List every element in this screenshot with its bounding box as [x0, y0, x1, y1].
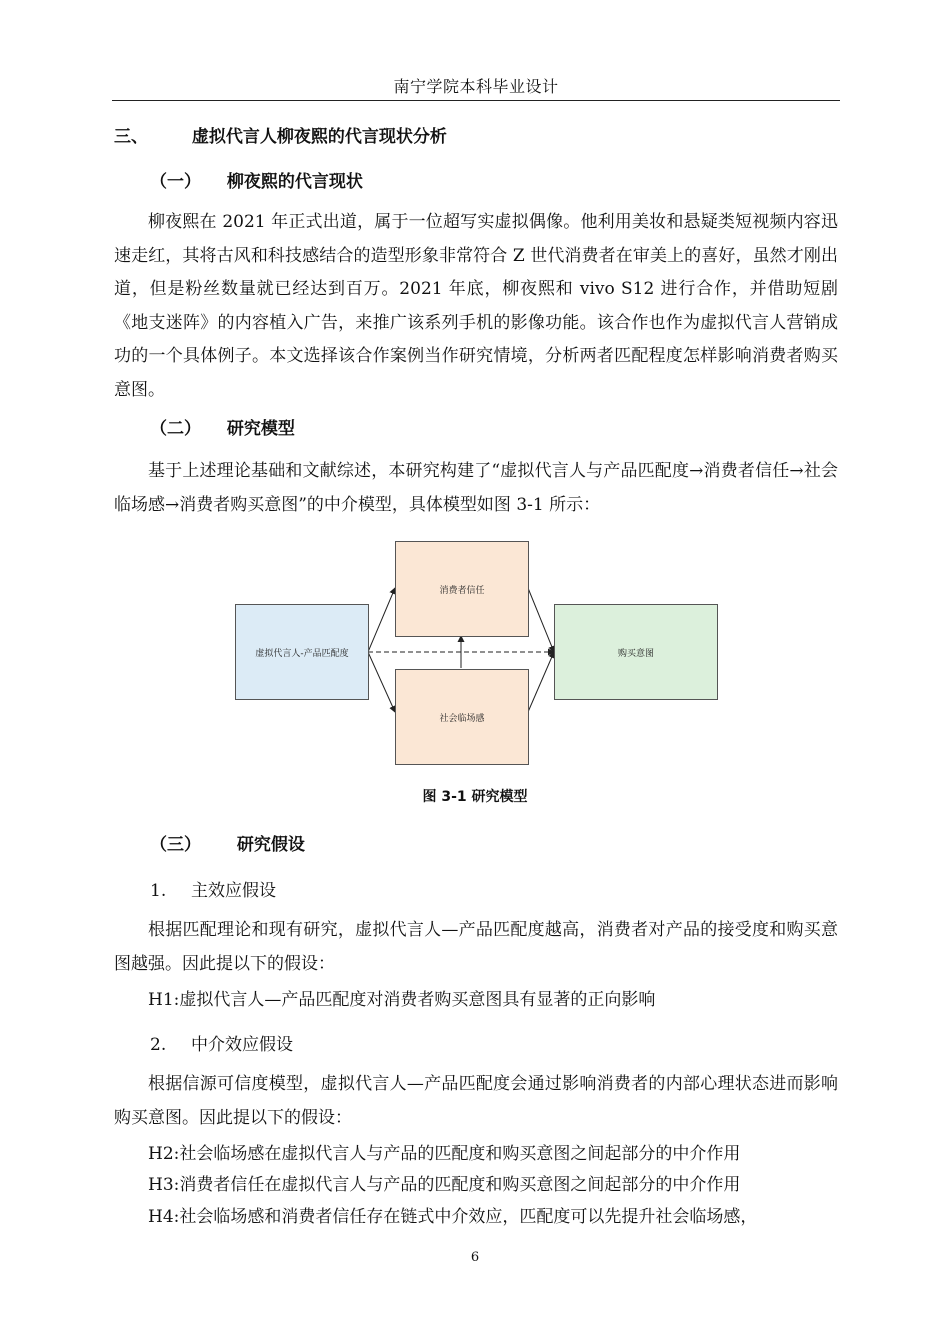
- box-purchase-intention: 购买意图: [554, 604, 718, 700]
- item-2-title: 中介效应假设: [191, 1035, 294, 1055]
- arrow-trust-to-intention: [528, 588, 554, 652]
- subsection-1-number: （一）: [150, 172, 201, 192]
- arrow-presence-to-intention: [528, 652, 554, 712]
- arrow-match-to-trust: [368, 588, 395, 652]
- item-2-number: 2.: [150, 1035, 167, 1055]
- section-number: 三、: [114, 127, 148, 147]
- research-model-figure: [232, 540, 720, 774]
- section-title: 虚拟代言人柳夜熙的代言现状分析: [191, 127, 447, 147]
- subsection-1-title: 柳夜熙的代言现状: [226, 172, 363, 192]
- item-1-number: 1.: [150, 881, 167, 901]
- hypothesis-1: H1:虚拟代言人—产品匹配度对消费者购买意图具有显著的正向影响: [148, 990, 656, 1010]
- paragraph-1: 柳夜熙在 2021 年正式出道，属于一位超写实虚拟偶像。他利用美妆和悬疑类短视频内容迅速走红，其将古风和科技感结合的造型形象非常符合 Z 世代消费者在审美上的喜好，虽然才刚出道，但是粉丝数量就已经达到百万。2021 年底，柳夜熙和 vivo S12 进行合作，并借助短剧《地支迷阵》的内容植入广告，来推广该系列手机的影像功能。该合作也作为虚拟代言人营销成功的一个具体例子。本文选择该合作案例当作研究情境，分析两者匹配程度怎样影响消费者购买意图。: [114, 212, 838, 400]
- subsection-3-title: 研究假设: [236, 835, 305, 855]
- subsection-1-heading: [150, 167, 363, 192]
- subsection-2-title: 研究模型: [226, 419, 295, 439]
- figure-caption: 图 3-1 研究模型: [422, 789, 528, 805]
- box-match: 虚拟代言人-产品匹配度: [235, 604, 369, 700]
- header-rule: [112, 100, 840, 101]
- subsection-2-heading: [150, 414, 295, 439]
- page-number: 6: [470, 1250, 480, 1265]
- subsection-2-number: （二）: [150, 419, 201, 439]
- hypothesis-4: H4:社会临场感和消费者信任存在链式中介效应，匹配度可以先提升社会临场感，: [148, 1207, 758, 1227]
- item-1-title: 主效应假设: [191, 881, 277, 901]
- hypothesis-2: H2:社会临场感在虚拟代言人与产品的匹配度和购买意图之间起部分的中介作用: [148, 1144, 741, 1164]
- item-2-heading: [150, 1030, 293, 1055]
- subsection-3-number: （三）: [150, 835, 201, 855]
- hypothesis-3: H3:消费者信任在虚拟代言人与产品的匹配度和购买意图之间起部分的中介作用: [148, 1175, 741, 1195]
- arrow-match-to-presence: [368, 652, 395, 712]
- section-heading: [114, 122, 447, 147]
- subsection-3-heading: [150, 830, 305, 855]
- item-1-heading: [150, 876, 276, 901]
- paragraph-3: 根据匹配理论和现有研究，虚拟代言人—产品匹配度越高，消费者对产品的接受度和购买意图越强。因此提以下的假设：: [114, 920, 838, 974]
- paragraph-4: 根据信源可信度模型，虚拟代言人—产品匹配度会通过影响消费者的内部心理状态进而影响购买意图。因此提以下的假设：: [114, 1074, 838, 1128]
- page-header: 南宁学院本科毕业设计: [393, 77, 559, 96]
- paragraph-2: 基于上述理论基础和文献综述，本研究构建了“虚拟代言人与产品匹配度→消费者信任→社会临场感→消费者购买意图”的中介模型，具体模型如图 3-1 所示：: [114, 461, 838, 515]
- box-trust: 消费者信任: [395, 541, 529, 637]
- box-social-presence: 社会临场感: [395, 669, 529, 765]
